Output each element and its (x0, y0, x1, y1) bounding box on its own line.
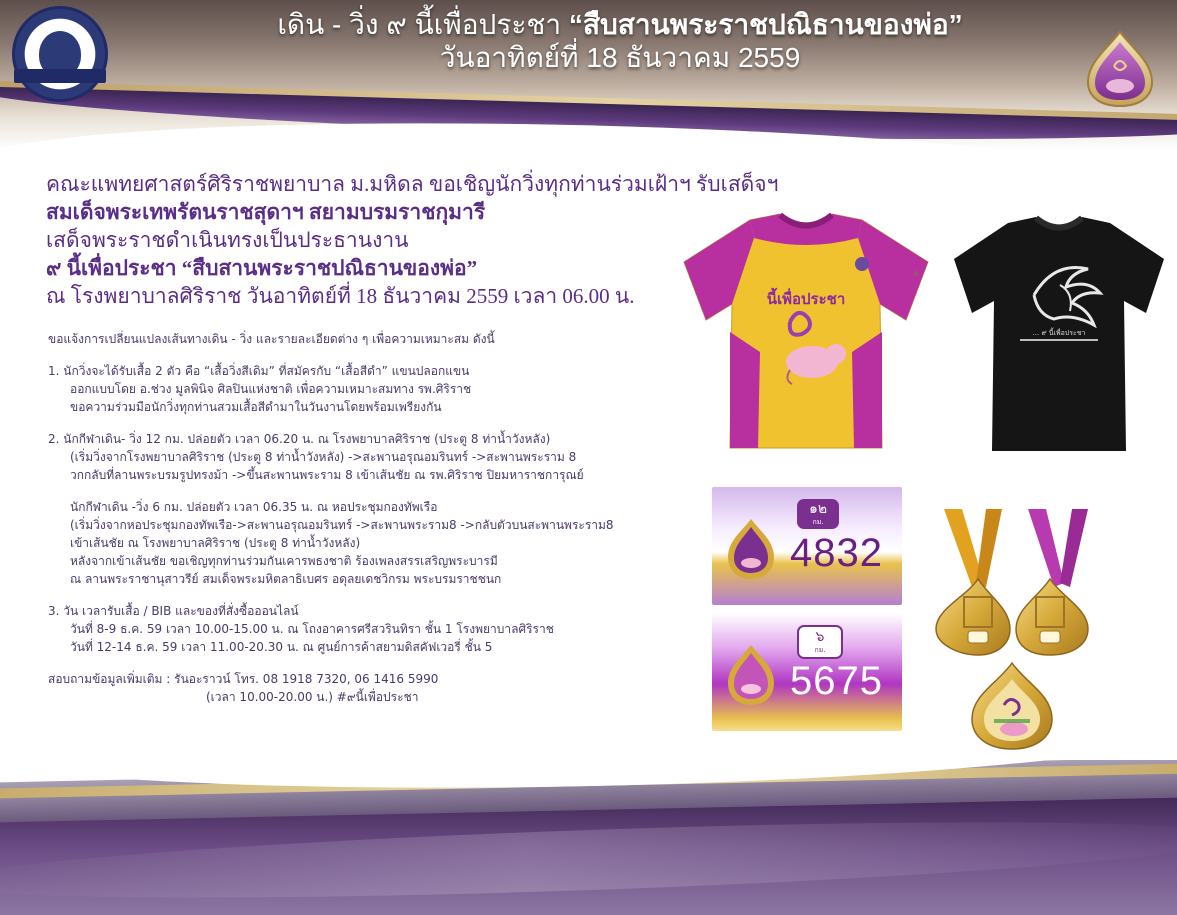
event-emblem-icon (1084, 30, 1156, 108)
intro-line-1: คณะแพทยศาสตร์ศิริราชพยาบาล ม.มหิดล ขอเชิญนักวิ่งทุกท่านร่วมเฝ้าฯ รับเสด็จฯ (46, 172, 779, 196)
item2-line4: นักกีฬาเดิน -วิ่ง 6 กม. ปล่อยตัว เวลา 06.35 น. ณ หอประชุมกองทัพเรือ (70, 500, 438, 514)
logo-ribbon (14, 69, 106, 83)
bib-emblem-icon (726, 643, 776, 707)
bib6-unit: กม. (814, 646, 826, 654)
item2-line2: (เริ่มวิ่งจากโรงพยาบาลศิริราช (ประตู 8 ท่าน้ำวังหลัง) ->สะพานอรุณอมรินทร์ ->สะพานพระราม 8 (70, 450, 577, 464)
item2-line1: 2. นักกีฬาเดิน- วิ่ง 12 กม. ปล่อยตัว เวลา 06.20 น. ณ โรงพยาบาลศิริราช (ประตู 8 ท่าน้ำวังหลัง) (48, 432, 551, 446)
bib-12km (712, 487, 902, 605)
page-title (230, 8, 1010, 74)
contact-line2: (เวลา 10.00-20.00 น.) #๙นี้เพื่อประชา (206, 690, 419, 704)
intro-line-3: เสด็จพระราชดำเนินทรงเป็นประธานงาน (46, 228, 409, 252)
intro-line-2: สมเด็จพระเทพรัตนราชสุดาฯ สยามบรมราชกุมารี (46, 200, 486, 224)
bib6-number: 5675 (790, 659, 883, 703)
item2-line6: เข้าเส้นชัย ณ โรงพยาบาลศิริราช (ประตู 8 ท่าน้ำวังหลัง) (70, 536, 361, 550)
bib6-distance: ๖ (815, 629, 825, 645)
bib6-distance-badge (797, 625, 843, 659)
item3-line2: วันที่ 8-9 ธ.ค. 59 เวลา 10.00-15.00 น. ณ โถงอาคารศรีสวรินทิรา ชั้น 1 โรงพยาบาลศิริราช (70, 622, 554, 636)
item1-line1: 1. นักวิ่งจะได้รับเสื้อ 2 ตัว คือ “เสื้อวิ่งสีเดิม” ที่สมัครกับ “เสื้อสีดำ” แขนปลอกแขน (48, 364, 470, 378)
notice-line: ขอแจ้งการเปลี่ยนแปลงเส้นทางเดิน - วิ่ง และรายละเอียดต่าง ๆ เพื่อความเหมาะสม ดังนี้ (48, 332, 495, 346)
intro-line-4: ๙ นี้เพื่อประชา “สืบสานพระราชปณิธานของพ่อ” (46, 256, 478, 280)
contact-line1: สอบถามข้อมูลเพิ่มเติม : รันอะราวน์ โทร. 08 1918 7320, 06 1416 5990 (48, 672, 439, 686)
item3-line3: วันที่ 12-14 ธ.ค. 59 เวลา 11.00-20.30 น. ณ ศูนย์การค้าสยามดิสคัฟเวอรี่ ชั้น 5 (70, 640, 493, 654)
intro-line-5: ณ โรงพยาบาลศิริราช วันอาทิตย์ที่ 18 ธันวาคม 2559 เวลา 06.00 น. (46, 284, 635, 308)
invitation-text (46, 170, 779, 310)
event-details (48, 330, 718, 706)
bib12-distance: ๑๒ (808, 501, 828, 517)
item2-line5: (เริ่มวิ่งจากหอประชุมกองทัพเรือ->สะพานอรุณอมรินทร์ ->สะพานพระราม8 ->กลับตัวบนสะพานพระราม8 (70, 518, 614, 532)
bib12-number: 4832 (790, 531, 883, 575)
finisher-medals (932, 505, 1092, 775)
title-line-1 (230, 8, 1010, 41)
bib12-unit: กม. (812, 518, 824, 526)
black-commemorative-shirt (950, 215, 1168, 455)
black-shirt-caption: ... ๙ นี้เพื่อประชา (1032, 329, 1086, 337)
bib12-distance-badge (797, 499, 839, 529)
svg-text:R: R (914, 271, 919, 278)
title-bold: “สืบสานพระราชปณิธานของพ่อ” (568, 9, 963, 40)
footer-band (0, 760, 1177, 915)
item1-line3: ขอความร่วมมือนักวิ่งทุกท่านสวมเสื้อสีดำมาในวันงานโดยพร้อมเพรียงกัน (70, 400, 442, 414)
bib-emblem-icon (726, 517, 776, 581)
item2-line8: ณ ลานพระราชานุสาวรีย์ สมเด็จพระมหิตลาธิเบศร อดุลยเดชวิกรม พระบรมราชชนก (70, 572, 502, 586)
bib-6km (712, 613, 902, 731)
title-line-2: วันอาทิตย์ที่ 18 ธันวาคม 2559 (439, 42, 801, 73)
title-regular: เดิน - วิ่ง ๙ นี้เพื่อประชา (277, 9, 569, 40)
yellow-shirt-logo-text: นี้เพื่อประชา (766, 290, 846, 308)
item2-line7: หลังจากเข้าเส้นชัย ขอเชิญทุกท่านร่วมกันเคารพธงชาติ ร้องเพลงสรรเสริญพระบารมี (70, 554, 498, 568)
siriraj-faculty-logo (12, 6, 108, 102)
item1-line2: ออกแบบโดย อ.ช่วง มูลพินิจ ศิลปินแห่งชาติ เพื่อความเหมาะสมทาง รพ.ศิริราช (70, 382, 472, 396)
item3-line1: 3. วัน เวลารับเสื้อ / BIB และของที่สั่งซื้อออนไลน์ (48, 604, 299, 618)
item2-line3: วกกลับที่ลานพระบรมรูปทรงม้า ->ขึ้นสะพานพระราม 8 เข้าเส้นชัย ณ รพ.ศิริราช ปิยมหาราชการุณย์ (70, 468, 584, 482)
yellow-running-shirt (680, 212, 932, 452)
